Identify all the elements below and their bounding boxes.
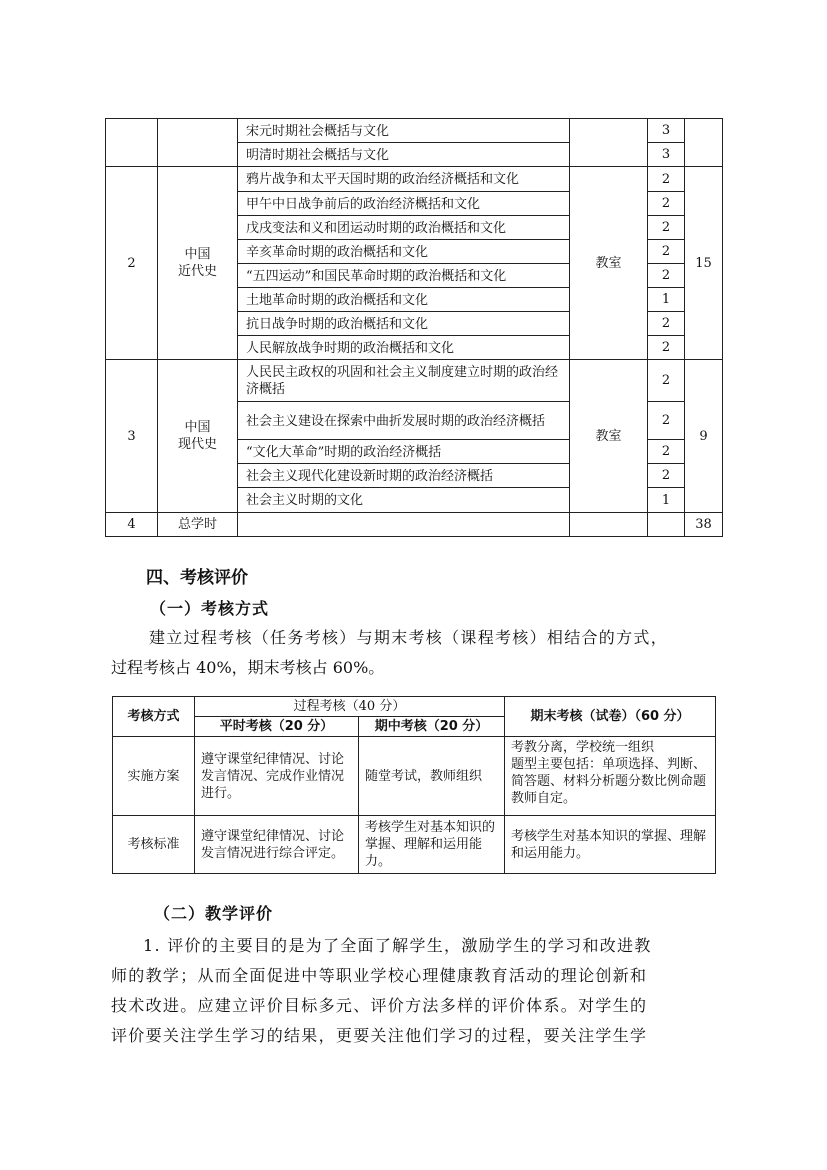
hours-cell: 2 (648, 336, 685, 360)
final-cell-line: 考教分离，学校统一组织 (511, 740, 655, 755)
subsection-heading: （二）教学评价 (154, 904, 274, 923)
venue-cell (570, 119, 648, 167)
unit-name-line: 近代史 (177, 264, 217, 279)
topic-cell: “五四运动”和国民革命时期的政治概括和文化 (238, 264, 570, 288)
unit-number-cell (106, 119, 158, 167)
paragraph-line: 1. 评价的主要目的是为了全面了解学生，激励学生的学习和改进教 (143, 936, 652, 955)
topic-cell: 抗日战争时期的政治概括和文化 (238, 312, 570, 336)
header-method: 考核方式 (113, 697, 195, 737)
hours-cell: 2 (648, 167, 685, 192)
paragraph-line: 建立过程考核（任务考核）与期末考核（课程考核）相结合的方式， (149, 628, 669, 647)
table-row (106, 167, 723, 192)
midterm-cell: 随堂考试，教师组织 (359, 737, 505, 816)
unit-name-cell (158, 119, 238, 167)
hours-cell: 2 (648, 192, 685, 216)
hours-cell: 2 (648, 264, 685, 288)
hours-cell: 3 (648, 143, 685, 167)
topic-cell: 人民解放战争时期的政治概括和文化 (238, 336, 570, 360)
evaluation-paragraph (111, 931, 731, 1051)
unit-number-cell: 2 (106, 167, 158, 360)
hours-cell: 2 (648, 402, 685, 440)
table-row (106, 513, 723, 537)
assessment-table (112, 696, 716, 874)
table-row (113, 697, 716, 717)
unit-number-cell: 3 (106, 360, 158, 513)
unit-total-cell: 15 (685, 167, 723, 360)
final-cell (505, 737, 716, 816)
unit-total-cell: 9 (685, 360, 723, 513)
topic-cell: 明清时期社会概括与文化 (238, 143, 570, 167)
daily-cell: 遵守课堂纪律情况、讨论发言情况、完成作业情况进行。 (195, 737, 359, 816)
hours-cell: 2 (648, 440, 685, 464)
midterm-cell: 考核学生对基本知识的掌握、理解和运用能力。 (359, 816, 505, 874)
paragraph-line: 技术改进。应建立评价目标多元、评价方法多样的评价体系。对学生的 (111, 996, 648, 1015)
header-midterm: 期中考核（20 分） (359, 717, 505, 737)
hours-cell: 1 (648, 488, 685, 513)
topic-cell: 辛亥革命时期的政治概括和文化 (238, 240, 570, 264)
course-schedule-table (105, 118, 723, 537)
subsection-heading: （一）考核方式 (150, 599, 270, 618)
topic-cell: 社会主义建设在探索中曲折发展时期的政治经济概括 (238, 402, 570, 440)
grand-total-cell: 38 (685, 513, 723, 537)
hours-cell: 3 (648, 119, 685, 143)
table-row (113, 816, 716, 874)
unit-name-line: 现代史 (177, 437, 217, 452)
row-label: 实施方案 (113, 737, 195, 816)
section-heading: 四、考核评价 (146, 568, 248, 588)
assessment-paragraph (111, 623, 731, 683)
topic-cell: 社会主义时期的文化 (238, 488, 570, 513)
topic-cell: 甲午中日战争前后的政治经济概括和文化 (238, 192, 570, 216)
unit-name-cell (158, 167, 238, 360)
table-row (113, 737, 716, 816)
unit-total-cell (685, 119, 723, 167)
table-row (106, 360, 723, 402)
empty-cell (648, 513, 685, 537)
final-cell-line: 题型主要包括：单项选择、判断、简答题、材料分析题分数比例命题教师自定。 (511, 757, 707, 806)
hours-cell: 2 (648, 464, 685, 488)
unit-number-cell: 4 (106, 513, 158, 537)
daily-cell: 遵守课堂纪律情况、讨论发言情况进行综合评定。 (195, 816, 359, 874)
unit-name-line: 中国 (184, 247, 211, 262)
topic-cell: 人民民主政权的巩固和社会主义制度建立时期的政治经济概括 (238, 360, 570, 402)
paragraph-line: 评价要关注学生学习的结果，更要关注他们学习的过程，要关注学生学 (111, 1026, 648, 1045)
empty-cell (570, 513, 648, 537)
hours-cell: 2 (648, 216, 685, 240)
topic-cell: 土地革命时期的政治概括和文化 (238, 288, 570, 312)
topic-cell: 鸦片战争和太平天国时期的政治经济概括和文化 (238, 167, 570, 192)
row-label: 考核标准 (113, 816, 195, 874)
empty-cell (238, 513, 570, 537)
topic-cell: 社会主义现代化建设新时期的政治经济概括 (238, 464, 570, 488)
header-daily: 平时考核（20 分） (195, 717, 359, 737)
header-process: 过程考核（40 分） (195, 697, 505, 717)
venue-cell: 教室 (570, 360, 648, 513)
hours-cell: 2 (648, 360, 685, 402)
hours-cell: 2 (648, 312, 685, 336)
final-cell: 考核学生对基本知识的掌握、理解和运用能力。 (505, 816, 716, 874)
unit-name-cell (158, 360, 238, 513)
hours-cell: 1 (648, 288, 685, 312)
table-row (106, 119, 723, 143)
topic-cell: “文化大革命”时期的政治经济概括 (238, 440, 570, 464)
paragraph-line: 师的教学；从而全面促进中等职业学校心理健康教育活动的理论创新和 (111, 966, 648, 985)
paragraph-line: 过程考核占 40%，期末考核占 60%。 (111, 658, 385, 677)
topic-cell: 宋元时期社会概括与文化 (238, 119, 570, 143)
hours-cell: 2 (648, 240, 685, 264)
unit-name-line: 中国 (184, 420, 211, 435)
venue-cell: 教室 (570, 167, 648, 360)
topic-cell: 戊戌变法和义和团运动时期的政治概括和文化 (238, 216, 570, 240)
total-hours-label: 总学时 (158, 513, 238, 537)
header-final: 期末考核（试卷）（60 分） (505, 697, 716, 737)
